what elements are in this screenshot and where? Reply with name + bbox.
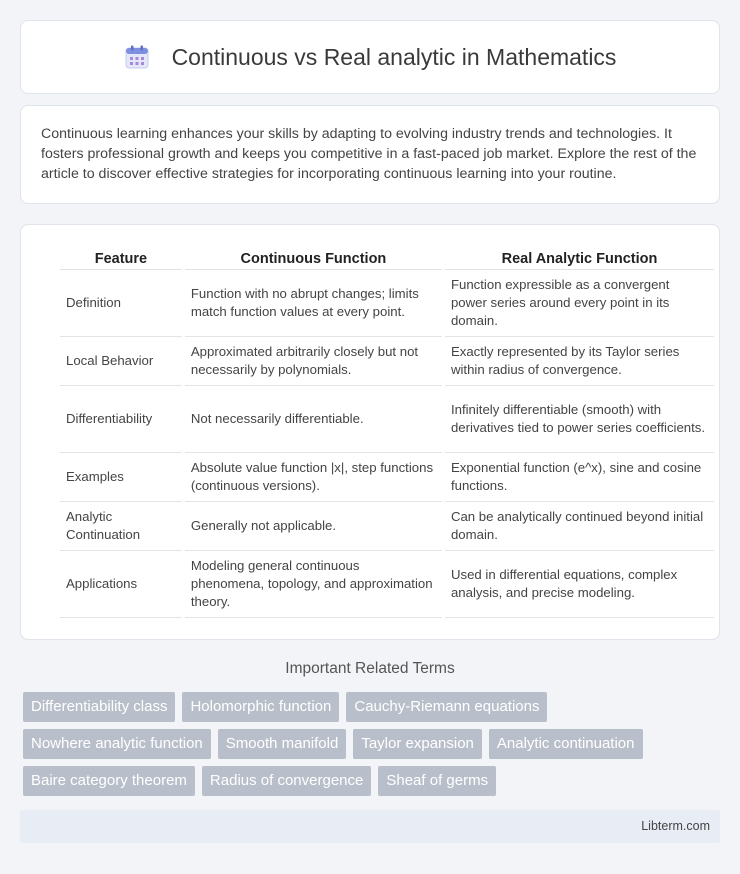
- tag-radius-of-convergence[interactable]: Radius of convergence: [202, 766, 371, 796]
- cell-continuous: Function with no abrupt changes; limits match function values at every point.: [185, 270, 442, 337]
- cell-feature: Local Behavior: [60, 337, 182, 386]
- tag-smooth-manifold[interactable]: Smooth manifold: [218, 729, 347, 759]
- tag-row: [23, 766, 723, 796]
- cell-continuous: Not necessarily differentiable.: [185, 386, 442, 453]
- cell-continuous: Modeling general continuous phenomena, topology, and approximation theory.: [185, 551, 442, 618]
- table-row: [60, 386, 714, 453]
- cell-real-analytic: Used in differential equations, complex analysis, and precise modeling.: [445, 551, 714, 618]
- page-title: Continuous vs Real analytic in Mathematics: [171, 43, 617, 70]
- cell-real-analytic: Function expressible as a convergent power series around every point in its domain.: [445, 270, 714, 337]
- header-real-analytic: Real Analytic Function: [445, 245, 714, 270]
- tag-baire-category-theorem[interactable]: Baire category theorem: [23, 766, 195, 796]
- tag-nowhere-analytic-function[interactable]: Nowhere analytic function: [23, 729, 211, 759]
- tag-differentiability-class[interactable]: Differentiability class: [23, 692, 175, 722]
- cell-real-analytic: Infinitely differentiable (smooth) with derivatives tied to power series coefficients.: [445, 386, 714, 453]
- cell-real-analytic: Can be analytically continued beyond initial domain.: [445, 502, 714, 551]
- tag-sheaf-of-germs[interactable]: Sheaf of germs: [378, 766, 496, 796]
- table-row: [60, 337, 714, 386]
- cell-continuous: Approximated arbitrarily closely but not necessarily by polynomials.: [185, 337, 442, 386]
- table-row: [60, 551, 714, 618]
- intro-card: [20, 105, 720, 204]
- tag-analytic-continuation[interactable]: Analytic continuation: [489, 729, 643, 759]
- footer: [20, 810, 720, 843]
- table-row: [60, 453, 714, 502]
- cell-feature: Definition: [60, 270, 182, 337]
- cell-feature: Differentiability: [60, 386, 182, 453]
- cell-continuous: Absolute value function |x|, step functions (continuous versions).: [185, 453, 442, 502]
- tag-taylor-expansion[interactable]: Taylor expansion: [353, 729, 482, 759]
- cell-feature: Applications: [60, 551, 182, 618]
- title-card: [20, 20, 720, 94]
- related-terms: [23, 692, 723, 803]
- tag-holomorphic-function[interactable]: Holomorphic function: [182, 692, 339, 722]
- tag-row: [23, 729, 723, 759]
- cell-real-analytic: Exponential function (e^x), sine and cosine functions.: [445, 453, 714, 502]
- comparison-card: [20, 224, 720, 640]
- table-row: [60, 502, 714, 551]
- calendar-icon: [124, 44, 150, 70]
- tag-cauchy-riemann-equations[interactable]: Cauchy-Riemann equations: [346, 692, 547, 722]
- tag-row: [23, 692, 723, 722]
- cell-feature: Analytic Continuation: [60, 502, 182, 551]
- cell-continuous: Generally not applicable.: [185, 502, 442, 551]
- table-header-row: [60, 245, 714, 270]
- table-row: [60, 270, 714, 337]
- footer-site-link[interactable]: Libterm.com: [641, 819, 710, 833]
- cell-feature: Examples: [60, 453, 182, 502]
- comparison-table: [57, 245, 717, 618]
- header-feature: Feature: [60, 245, 182, 270]
- related-terms-heading: Important Related Terms: [285, 660, 455, 677]
- intro-paragraph: Continuous learning enhances your skills by adapting to evolving industry trends and technologies. It fosters professional growth and keeps you competitive in a fast-paced job market. Explore the rest of the article to discover effective strategies for incorporating continuous learning into your routine.: [41, 126, 697, 182]
- cell-real-analytic: Exactly represented by its Taylor series within radius of convergence.: [445, 337, 714, 386]
- header-continuous: Continuous Function: [185, 245, 442, 270]
